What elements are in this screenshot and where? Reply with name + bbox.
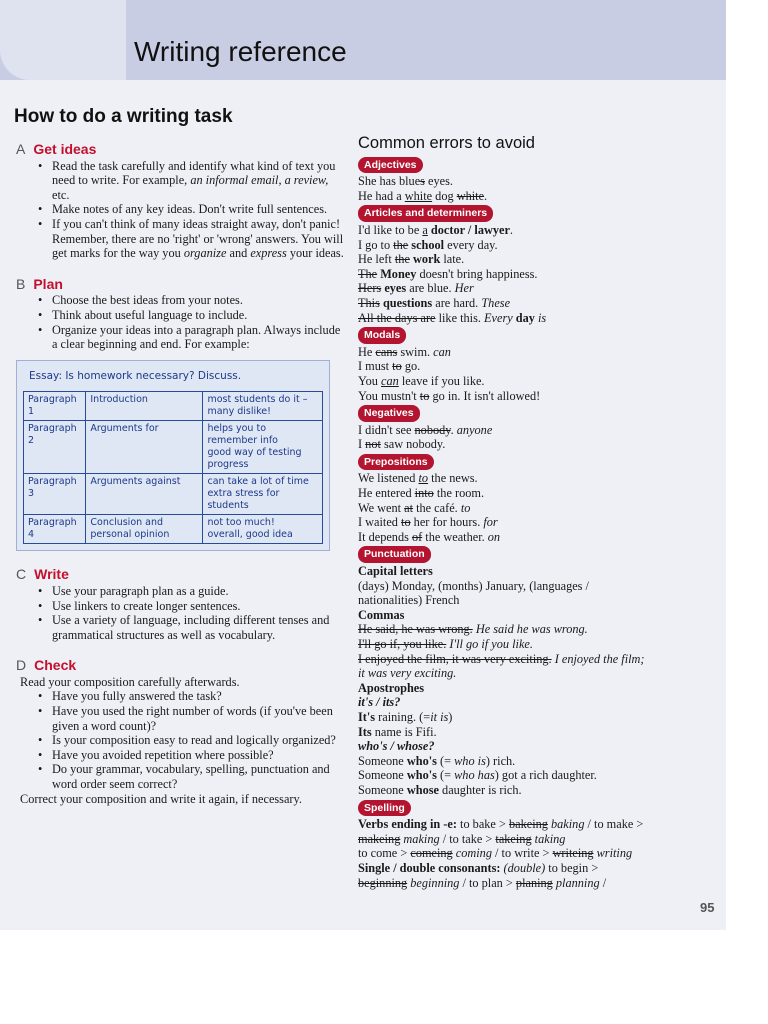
category-badge: Punctuation: [358, 546, 431, 563]
example-line: I'd like to be a doctor / lawyer.: [358, 222, 513, 237]
right-column: [358, 136, 704, 890]
step-title: Check: [34, 657, 77, 674]
plan-table: [23, 391, 323, 544]
plan-paragraph-cell: Paragraph 3: [24, 474, 86, 515]
check-outro: Correct your composition and write it again, if necessary.: [20, 791, 302, 806]
bullet-item: • Make notes of any key ideas. Don't write full sentences.: [38, 202, 346, 217]
bullet-item: • Do your grammar, vocabulary, spelling, punctuation and word order seem correct?: [38, 762, 346, 791]
bullet-item: • Read the task carefully and identify what kind of text you need to write. For example, an informal email, a review, etc.: [38, 159, 346, 203]
step-get-ideas: [16, 142, 346, 261]
bullet-item: • Use linkers to create longer sentences.: [38, 599, 346, 614]
step-check: [16, 658, 346, 806]
bullet-item: • Use a variety of language, including different tenses and grammatical structures as well as vocabulary.: [38, 613, 346, 642]
example-line: It depends of the weather. on: [358, 529, 501, 544]
errors-list: [358, 155, 704, 891]
bullet-list: [16, 293, 346, 351]
plan-notes-cell: can take a lot of time extra stress for students: [203, 474, 323, 515]
header-tab: [0, 0, 126, 80]
bullet-item: • Organize your ideas into a paragraph plan. Always include a clear beginning and end. For example:: [38, 323, 346, 352]
error-section: [358, 325, 704, 403]
category-badge: Articles and determiners: [358, 205, 493, 222]
step-plan: [16, 277, 346, 552]
bullet-item: • If you can't think of many ideas straight away, don't panic! Remember, there are no 'right' or 'wrong' answers. You will get marks for the way you organize and express your ideas.: [38, 217, 346, 261]
category-badge: Modals: [358, 327, 406, 344]
bullet-item: • Choose the best ideas from your notes.: [38, 293, 346, 308]
page-title: Writing reference: [134, 36, 347, 67]
example-line: Hers eyes are blue. Her: [358, 281, 474, 296]
plan-row: [24, 474, 323, 515]
bullet-item: • Is your composition easy to read and logically organized?: [38, 733, 346, 748]
plan-row: [24, 392, 323, 421]
example-line: Commas: [358, 607, 405, 622]
example-line: who's / whose?: [358, 739, 435, 754]
step-letter: D: [16, 657, 27, 674]
example-line: All the days are like this. Every day is: [358, 310, 547, 325]
example-line: (days) Monday, (months) January, (languages /: [358, 578, 589, 593]
example-line: We went at the café. to: [358, 500, 471, 515]
example-line: it's / its?: [358, 695, 401, 710]
bullet-item: • Think about useful language to include.: [38, 308, 346, 323]
plan-notes-cell: not too much! overall, good idea: [203, 515, 323, 544]
example-line: I didn't see nobody. anyone: [358, 422, 493, 437]
error-section: [358, 203, 704, 325]
example-line: I not saw nobody.: [358, 437, 446, 452]
plan-paragraph-cell: Paragraph 2: [24, 421, 86, 474]
step-title: Plan: [33, 275, 63, 292]
example-line: You can leave if you like.: [358, 373, 485, 388]
error-section: [358, 452, 704, 545]
example-line: I must to go.: [358, 359, 421, 374]
example-line: Capital letters: [358, 564, 433, 579]
plan-notes-cell: helps you to remember info good way of testing progress: [203, 421, 323, 474]
bullet-item: • Have you fully answered the task?: [38, 689, 346, 704]
example-line: nationalities) French: [358, 593, 460, 608]
example-line: beginning beginning / to plan > planing planning /: [358, 875, 607, 890]
example-line: Its name is Fifi.: [358, 724, 437, 739]
example-line: Verbs ending in -e: to bake > bakeing baking / to make >: [358, 817, 644, 832]
section-title: How to do a writing task: [14, 106, 233, 127]
example-line: He cans swim. can: [358, 344, 451, 359]
plan-row: [24, 515, 323, 544]
plan-paragraph-cell: Paragraph 4: [24, 515, 86, 544]
error-section: [358, 403, 704, 452]
example-line: Someone who's (= who is) rich.: [358, 753, 516, 768]
category-badge: Negatives: [358, 405, 420, 422]
step-letter: A: [16, 141, 26, 157]
plan-purpose-cell: Conclusion and personal opinion: [86, 515, 203, 544]
example-line: Single / double consonants: (double) to begin >: [358, 860, 599, 875]
example-line: to come > comeing coming / to write > writeing writing: [358, 846, 633, 861]
bullet-list: [16, 689, 346, 791]
category-badge: Adjectives: [358, 157, 423, 174]
plan-purpose-cell: Introduction: [86, 392, 203, 421]
category-badge: Prepositions: [358, 454, 434, 471]
bullet-item: • Have you avoided repetition where possible?: [38, 748, 346, 763]
example-line: He left the work late.: [358, 252, 465, 267]
example-line: It's raining. (=it is): [358, 709, 453, 724]
example-line: She has blues eyes.: [358, 174, 453, 189]
bullet-list: [16, 159, 346, 261]
step-letter: C: [16, 566, 27, 583]
step-write: [16, 567, 346, 642]
example-line: makeing making / to take > takeing taking: [358, 831, 566, 846]
bullet-item: • Have you used the right number of words (if you've been given a word count)?: [38, 704, 346, 733]
paragraph-plan-box: [16, 360, 330, 552]
error-section: [358, 155, 704, 204]
plan-purpose-cell: Arguments for: [86, 421, 203, 474]
example-line: This questions are hard. These: [358, 295, 511, 310]
plan-row: [24, 421, 323, 474]
example-line: I enjoyed the film, it was very exciting. I enjoyed the film;: [358, 651, 645, 666]
category-badge: Spelling: [358, 800, 411, 817]
example-line: The Money doesn't bring happiness.: [358, 266, 538, 281]
example-line: I waited to her for hours. for: [358, 515, 498, 530]
example-line: I go to the school every day.: [358, 237, 498, 252]
step-heading: [16, 658, 346, 673]
example-line: Apostrophes: [358, 680, 425, 695]
example-line: We listened to the news.: [358, 471, 478, 486]
step-heading: [16, 277, 346, 292]
step-title: Write: [34, 566, 69, 583]
check-intro: Read your composition carefully afterwards.: [20, 674, 240, 689]
error-section: [358, 544, 704, 797]
bullet-item: • Use your paragraph plan as a guide.: [38, 584, 346, 599]
example-line: You mustn't to go in. It isn't allowed!: [358, 388, 541, 403]
example-line: it was very exciting.: [358, 666, 457, 681]
step-heading: [16, 142, 346, 157]
step-heading: [16, 567, 346, 582]
errors-title: Common errors to avoid: [358, 134, 535, 152]
plan-notes-cell: most students do it – many dislike!: [203, 392, 323, 421]
step-title: Get ideas: [33, 141, 97, 157]
page-number: 95: [700, 900, 715, 915]
example-line: He had a white dog white.: [358, 188, 488, 203]
example-line: I'll go if, you like. I'll go if you like.: [358, 637, 533, 651]
example-line: He said, he was wrong. He said he was wrong.: [358, 622, 588, 637]
plan-title: Essay: Is homework necessary? Discuss.: [29, 369, 242, 382]
error-section: [358, 798, 704, 891]
plan-paragraph-cell: Paragraph 1: [24, 392, 86, 421]
example-line: Someone whose daughter is rich.: [358, 782, 522, 797]
example-line: He entered into the room.: [358, 486, 485, 501]
step-letter: B: [16, 275, 26, 292]
bullet-list: [16, 584, 346, 642]
example-line: Someone who's (= who has) got a rich daughter.: [358, 768, 597, 783]
left-column: [16, 142, 346, 822]
plan-purpose-cell: Arguments against: [86, 474, 203, 515]
